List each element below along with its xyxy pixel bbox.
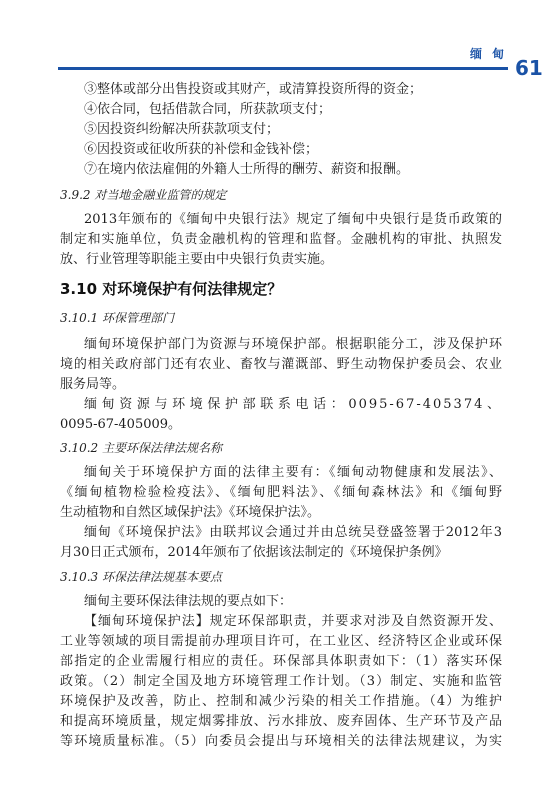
paragraph-line: 生动植物和自然区域保护法》《环境保护法》。 bbox=[60, 505, 321, 520]
paragraph-line: 缅甸主要环保法律法规的要点如下： bbox=[84, 594, 293, 609]
paragraph-line: 部指定的企业需履行相应的责任。环保部具体职责如下：（1）落实环保 bbox=[60, 654, 502, 669]
paragraph-line: 【缅甸环境保护法】规定环保部职责，并要求对涉及自然资源开发、 bbox=[84, 614, 502, 629]
section-heading-3-10: 3.10 对环境保护有何法律规定？ bbox=[60, 280, 283, 298]
paragraph-line: 政策。（2）制定全国及地方环境管理工作计划。（3）制定、实施和监管 bbox=[60, 674, 502, 689]
list-item: ③整体或部分出售投资或其财产，或清算投资所得的资金； bbox=[84, 82, 423, 97]
header-rule bbox=[58, 67, 508, 70]
paragraph-line: 境的相关政府部门还有农业、畜牧与灌溉部、野生动物保护委员会、农业 bbox=[60, 357, 502, 372]
section-heading-3-9-2: 3.9.2 对当地金融业监管的规定 bbox=[60, 188, 227, 202]
paragraph-line: 2013年颁布的《缅甸中央银行法》规定了缅甸中央银行是货币政策的 bbox=[84, 212, 502, 227]
paragraph-line: 等环境质量标准。（5）向委员会提出与环境相关的法律法规建议，为实 bbox=[60, 734, 502, 749]
paragraph-line: 缅甸关于环境保护方面的法律主要有：《缅甸动物健康和发展法》、 bbox=[84, 465, 502, 480]
section-heading-3-10-1: 3.10.1 环保管理部门 bbox=[60, 311, 174, 325]
page-number: 61 bbox=[515, 56, 543, 80]
paragraph-line: 《缅甸植物检验检疫法》、《缅甸肥料法》、《缅甸森林法》和《缅甸野 bbox=[60, 485, 502, 500]
contact-phone-line: 0095-67-405009。 bbox=[60, 417, 182, 432]
paragraph-line: 工业等领域的项目需提前办理项目许可，在工业区、经济特区企业或环保 bbox=[60, 634, 502, 649]
running-header-title: 缅 甸 bbox=[470, 47, 508, 61]
contact-phone-line: 缅甸资源与环境保护部联系电话：0095-67-405374、 bbox=[84, 397, 502, 412]
paragraph-line: 和提高环境质量，规定烟雾排放、污水排放、废弃固体、生产环节及产品 bbox=[60, 714, 502, 729]
paragraph-line: 制定和实施单位，负责金融机构的管理和监督。金融机构的审批、执照发 bbox=[60, 232, 502, 247]
paragraph-line: 缅甸《环境保护法》由联邦议会通过并由总统吴登盛签署于2012年3 bbox=[84, 525, 502, 540]
list-item: ⑥因投资或征收所获的补偿和金钱补偿； bbox=[84, 142, 319, 157]
paragraph-line: 放、行业管理等职能主要由中央银行负责实施。 bbox=[60, 252, 334, 267]
paragraph-line: 服务局等。 bbox=[60, 377, 126, 392]
paragraph-line: 月30日正式颁布，2014年颁布了依据该法制定的《环境保护条例》 bbox=[60, 545, 448, 560]
list-item: ⑤因投资纠纷解决所获款项支付； bbox=[84, 122, 280, 137]
section-heading-3-10-3: 3.10.3 环保法律法规基本要点 bbox=[60, 570, 222, 584]
section-heading-3-10-2: 3.10.2 主要环保法律法规名称 bbox=[60, 441, 222, 455]
paragraph-line: 缅甸环境保护部门为资源与环境保护部。根据职能分工，涉及保护环 bbox=[84, 337, 502, 352]
paragraph-line: 环境保护及改善，防止、控制和减少污染的相关工作措施。（4）为维护 bbox=[60, 694, 502, 709]
list-item: ⑦在境内依法雇佣的外籍人士所得的酬劳、薪资和报酬。 bbox=[84, 162, 410, 177]
list-item: ④依合同，包括借款合同，所获款项支付； bbox=[84, 102, 332, 117]
